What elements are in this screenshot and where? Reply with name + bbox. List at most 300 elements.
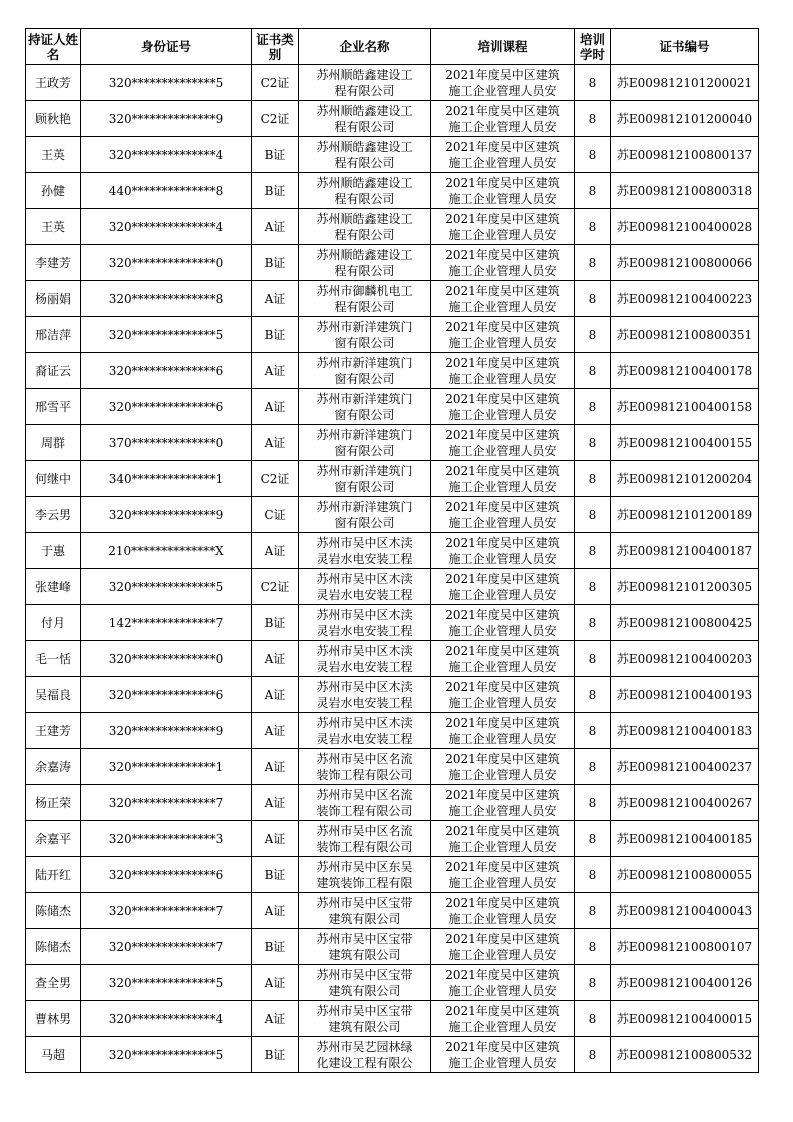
id-number-cell: 320**************4 [81,137,252,173]
table-row [26,389,759,425]
company-cell-line1: 苏州市吴中区木渎 [316,571,413,586]
company-cell-line1: 苏州市吴中区名流 [316,787,413,802]
company-cell-line1: 苏州顺皓鑫建设工 [316,67,413,82]
cert-number-cell: 苏E009812100400155 [611,425,759,461]
company-cell [299,209,431,245]
table-row [26,281,759,317]
course-cell-line2: 施工企业管理人员安 [448,623,557,638]
cert-number-cell: 苏E009812101200204 [611,461,759,497]
company-cell-line1: 苏州市新洋建筑门 [316,391,413,406]
table-row [26,857,759,893]
company-cell-line1: 苏州市吴中区木渎 [316,643,413,658]
company-cell [299,749,431,785]
course-cell-line2: 施工企业管理人员安 [448,119,557,134]
course-cell-line2: 施工企业管理人员安 [448,695,557,710]
certificate-table [25,28,759,1073]
holder-name-cell: 邢洁萍 [26,317,81,353]
table-row [26,821,759,857]
course-cell-line1: 2021年度吴中区建筑 [445,967,560,982]
course-cell [431,965,575,1001]
course-cell [431,821,575,857]
course-cell-line2: 施工企业管理人员安 [448,443,557,458]
company-cell-line1: 苏州顺皓鑫建设工 [316,211,413,226]
company-cell-line2: 灵岩水电安装工程 [316,731,413,746]
holder-name-cell: 邢雪平 [26,389,81,425]
hours-cell: 8 [575,929,611,965]
course-cell-line1: 2021年度吴中区建筑 [445,751,560,766]
company-cell [299,461,431,497]
header-cert-number: 证书编号 [611,29,759,65]
holder-name-cell: 李云男 [26,497,81,533]
course-cell [431,749,575,785]
course-cell-line1: 2021年度吴中区建筑 [445,499,560,514]
holder-name-cell: 查全男 [26,965,81,1001]
id-number-cell: 320**************9 [81,713,252,749]
course-cell [431,353,575,389]
course-cell-line1: 2021年度吴中区建筑 [445,427,560,442]
company-cell-line2: 窗有限公司 [334,371,395,386]
cert-type-cell: B证 [252,1037,299,1073]
company-cell-line2: 程有限公司 [334,227,395,242]
cert-type-cell: A证 [252,209,299,245]
header-company: 企业名称 [299,29,431,65]
id-number-cell: 320**************0 [81,641,252,677]
hours-cell: 8 [575,65,611,101]
course-cell-line1: 2021年度吴中区建筑 [445,175,560,190]
id-number-cell: 370**************0 [81,425,252,461]
cert-type-cell: C2证 [252,65,299,101]
cert-type-cell: A证 [252,353,299,389]
table-row [26,569,759,605]
table-row [26,245,759,281]
course-cell [431,65,575,101]
table-row [26,461,759,497]
cert-number-cell: 苏E009812100800425 [611,605,759,641]
company-cell [299,1001,431,1037]
course-cell-line1: 2021年度吴中区建筑 [445,283,560,298]
cert-number-cell: 苏E009812100400043 [611,893,759,929]
cert-number-cell: 苏E009812100800055 [611,857,759,893]
company-cell-line1: 苏州市吴中区木渎 [316,715,413,730]
hours-cell: 8 [575,173,611,209]
id-number-cell: 320**************5 [81,965,252,1001]
id-number-cell: 142**************7 [81,605,252,641]
course-cell [431,713,575,749]
hours-cell: 8 [575,245,611,281]
table-row [26,749,759,785]
table-row [26,317,759,353]
cert-type-cell: A证 [252,821,299,857]
company-cell-line1: 苏州市吴中区名流 [316,751,413,766]
table-row [26,137,759,173]
company-cell [299,101,431,137]
company-cell-line1: 苏州市新洋建筑门 [316,463,413,478]
hours-cell: 8 [575,1037,611,1073]
course-cell-line2: 施工企业管理人员安 [448,371,557,386]
company-cell [299,497,431,533]
id-number-cell: 320**************0 [81,245,252,281]
holder-name-cell: 马超 [26,1037,81,1073]
course-cell [431,425,575,461]
course-cell-line2: 施工企业管理人员安 [448,227,557,242]
id-number-cell: 440**************8 [81,173,252,209]
cert-number-cell: 苏E009812100400158 [611,389,759,425]
cert-number-cell: 苏E009812100400193 [611,677,759,713]
course-cell-line1: 2021年度吴中区建筑 [445,895,560,910]
company-cell-line1: 苏州顺皓鑫建设工 [316,175,413,190]
company-cell-line1: 苏州市吴中区名流 [316,823,413,838]
cert-number-cell: 苏E009812100400185 [611,821,759,857]
company-cell [299,425,431,461]
course-cell-line1: 2021年度吴中区建筑 [445,787,560,802]
course-cell [431,317,575,353]
company-cell [299,65,431,101]
course-cell [431,101,575,137]
course-cell [431,785,575,821]
holder-name-cell: 陆开红 [26,857,81,893]
cert-type-cell: C2证 [252,569,299,605]
cert-number-cell: 苏E009812100400203 [611,641,759,677]
table-row [26,785,759,821]
course-cell [431,1001,575,1037]
company-cell [299,965,431,1001]
company-cell-line2: 建筑有限公司 [328,911,401,926]
course-cell-line2: 施工企业管理人员安 [448,479,557,494]
cert-type-cell: B证 [252,929,299,965]
hours-cell: 8 [575,605,611,641]
course-cell [431,497,575,533]
cert-type-cell: A证 [252,533,299,569]
holder-name-cell: 陈储杰 [26,929,81,965]
cert-number-cell: 苏E009812100800066 [611,245,759,281]
company-cell-line1: 苏州市吴中区宝带 [316,931,413,946]
cert-number-cell: 苏E009812100400223 [611,281,759,317]
holder-name-cell: 李建芳 [26,245,81,281]
cert-number-cell: 苏E009812100400267 [611,785,759,821]
company-cell-line2: 建筑有限公司 [328,1019,401,1034]
company-cell [299,317,431,353]
course-cell [431,929,575,965]
holder-name-cell: 孙健 [26,173,81,209]
course-cell-line1: 2021年度吴中区建筑 [445,463,560,478]
header-id-number: 身份证号 [81,29,252,65]
id-number-cell: 320**************9 [81,497,252,533]
id-number-cell: 320**************3 [81,821,252,857]
course-cell-line2: 施工企业管理人员安 [448,731,557,746]
holder-name-cell: 杨丽娟 [26,281,81,317]
course-cell [431,857,575,893]
cert-number-cell: 苏E009812100400183 [611,713,759,749]
company-cell-line1: 苏州市新洋建筑门 [316,319,413,334]
company-cell-line2: 窗有限公司 [334,479,395,494]
table-row [26,965,759,1001]
course-cell [431,461,575,497]
id-number-cell: 340**************1 [81,461,252,497]
id-number-cell: 320**************8 [81,281,252,317]
company-cell-line1: 苏州市新洋建筑门 [316,355,413,370]
hours-cell: 8 [575,317,611,353]
cert-number-cell: 苏E009812100400126 [611,965,759,1001]
hours-cell: 8 [575,569,611,605]
company-cell-line1: 苏州市新洋建筑门 [316,499,413,514]
table-row [26,173,759,209]
company-cell-line2: 灵岩水电安装工程 [316,623,413,638]
course-cell-line2: 施工企业管理人员安 [448,947,557,962]
course-cell-line2: 施工企业管理人员安 [448,767,557,782]
cert-number-cell: 苏E009812101200021 [611,65,759,101]
course-cell-line1: 2021年度吴中区建筑 [445,67,560,82]
course-cell-line2: 施工企业管理人员安 [448,803,557,818]
course-cell-line1: 2021年度吴中区建筑 [445,859,560,874]
table-row [26,65,759,101]
hours-cell: 8 [575,497,611,533]
company-cell-line2: 灵岩水电安装工程 [316,551,413,566]
cert-number-cell: 苏E009812100800137 [611,137,759,173]
table-row [26,533,759,569]
company-cell-line2: 装饰工程有限公司 [316,839,413,854]
hours-cell: 8 [575,821,611,857]
company-cell [299,173,431,209]
hours-cell: 8 [575,677,611,713]
cert-type-cell: A证 [252,713,299,749]
course-cell-line2: 施工企业管理人员安 [448,1055,557,1070]
hours-cell: 8 [575,425,611,461]
cert-type-cell: B证 [252,605,299,641]
company-cell-line2: 程有限公司 [334,191,395,206]
cert-type-cell: A证 [252,785,299,821]
course-cell-line1: 2021年度吴中区建筑 [445,211,560,226]
company-cell-line2: 程有限公司 [334,83,395,98]
id-number-cell: 320**************1 [81,749,252,785]
company-cell-line2: 装饰工程有限公司 [316,767,413,782]
holder-name-cell: 吴福良 [26,677,81,713]
header-course: 培训课程 [431,29,575,65]
company-cell-line1: 苏州市吴中区宝带 [316,1003,413,1018]
course-cell [431,533,575,569]
hours-cell: 8 [575,641,611,677]
course-cell [431,605,575,641]
course-cell [431,173,575,209]
hours-cell: 8 [575,1001,611,1037]
header-hours: 培训学时 [575,29,611,65]
holder-name-cell: 余嘉平 [26,821,81,857]
holder-name-cell: 王英 [26,137,81,173]
table-row [26,425,759,461]
cert-number-cell: 苏E009812100400028 [611,209,759,245]
holder-name-cell: 何继中 [26,461,81,497]
company-cell-line2: 化建设工程有限公 [316,1055,413,1070]
company-cell-line2: 建筑有限公司 [328,947,401,962]
company-cell-line1: 苏州市吴艺园林绿 [316,1039,413,1054]
id-number-cell: 320**************6 [81,677,252,713]
table-row [26,893,759,929]
course-cell-line1: 2021年度吴中区建筑 [445,643,560,658]
company-cell [299,785,431,821]
id-number-cell: 320**************5 [81,569,252,605]
company-cell [299,569,431,605]
company-cell [299,389,431,425]
holder-name-cell: 周群 [26,425,81,461]
course-cell [431,281,575,317]
cert-type-cell: B证 [252,317,299,353]
cert-type-cell: A证 [252,677,299,713]
company-cell-line1: 苏州市吴中区东吴 [316,859,413,874]
course-cell-line2: 施工企业管理人员安 [448,335,557,350]
cert-type-cell: B证 [252,137,299,173]
course-cell [431,209,575,245]
course-cell [431,245,575,281]
company-cell-line1: 苏州顺皓鑫建设工 [316,247,413,262]
hours-cell: 8 [575,965,611,1001]
company-cell-line2: 窗有限公司 [334,407,395,422]
company-cell [299,857,431,893]
cert-number-cell: 苏E009812100800318 [611,173,759,209]
course-cell [431,641,575,677]
cert-type-cell: C2证 [252,461,299,497]
company-cell-line2: 灵岩水电安装工程 [316,659,413,674]
cert-number-cell: 苏E009812101200189 [611,497,759,533]
course-cell-line1: 2021年度吴中区建筑 [445,247,560,262]
cert-type-cell: A证 [252,893,299,929]
table-row [26,101,759,137]
course-cell-line2: 施工企业管理人员安 [448,191,557,206]
table-row [26,1001,759,1037]
id-number-cell: 320**************5 [81,65,252,101]
holder-name-cell: 余嘉涛 [26,749,81,785]
header-cert-type: 证书类别 [252,29,299,65]
company-cell-line1: 苏州顺皓鑫建设工 [316,139,413,154]
company-cell-line2: 程有限公司 [334,299,395,314]
course-cell-line1: 2021年度吴中区建筑 [445,391,560,406]
id-number-cell: 320**************7 [81,893,252,929]
cert-number-cell: 苏E009812101200040 [611,101,759,137]
hours-cell: 8 [575,137,611,173]
course-cell-line2: 施工企业管理人员安 [448,155,557,170]
course-cell [431,389,575,425]
hours-cell: 8 [575,281,611,317]
holder-name-cell: 于惠 [26,533,81,569]
cert-number-cell: 苏E009812100800107 [611,929,759,965]
hours-cell: 8 [575,101,611,137]
cert-number-cell: 苏E009812100800532 [611,1037,759,1073]
company-cell-line1: 苏州顺皓鑫建设工 [316,103,413,118]
id-number-cell: 320**************4 [81,1001,252,1037]
table-row [26,209,759,245]
table-row [26,713,759,749]
table-row [26,605,759,641]
hours-cell: 8 [575,389,611,425]
holder-name-cell: 陈储杰 [26,893,81,929]
course-cell-line1: 2021年度吴中区建筑 [445,715,560,730]
cert-type-cell: B证 [252,245,299,281]
course-cell-line2: 施工企业管理人员安 [448,587,557,602]
table-row [26,497,759,533]
company-cell [299,353,431,389]
company-cell-line2: 灵岩水电安装工程 [316,587,413,602]
company-cell-line1: 苏州市新洋建筑门 [316,427,413,442]
company-cell-line2: 建筑装饰工程有限 [316,875,413,890]
hours-cell: 8 [575,533,611,569]
id-number-cell: 320**************6 [81,857,252,893]
hours-cell: 8 [575,785,611,821]
course-cell-line1: 2021年度吴中区建筑 [445,679,560,694]
id-number-cell: 320**************5 [81,1037,252,1073]
company-cell-line2: 装饰工程有限公司 [316,803,413,818]
course-cell-line2: 施工企业管理人员安 [448,551,557,566]
table-row [26,641,759,677]
cert-type-cell: A证 [252,965,299,1001]
cert-type-cell: A证 [252,641,299,677]
company-cell [299,641,431,677]
course-cell-line2: 施工企业管理人员安 [448,515,557,530]
cert-type-cell: B证 [252,173,299,209]
course-cell-line1: 2021年度吴中区建筑 [445,823,560,838]
id-number-cell: 320**************9 [81,101,252,137]
course-cell [431,569,575,605]
holder-name-cell: 张建峰 [26,569,81,605]
course-cell-line2: 施工企业管理人员安 [448,407,557,422]
hours-cell: 8 [575,749,611,785]
course-cell-line1: 2021年度吴中区建筑 [445,1039,560,1054]
table-body [26,65,759,1073]
cert-number-cell: 苏E009812100400178 [611,353,759,389]
company-cell-line1: 苏州市吴中区木渎 [316,679,413,694]
company-cell [299,893,431,929]
course-cell-line2: 施工企业管理人员安 [448,263,557,278]
cert-type-cell: A证 [252,281,299,317]
id-number-cell: 320**************6 [81,389,252,425]
hours-cell: 8 [575,893,611,929]
company-cell [299,605,431,641]
course-cell-line1: 2021年度吴中区建筑 [445,931,560,946]
company-cell [299,281,431,317]
company-cell-line1: 苏州市吴中区宝带 [316,895,413,910]
cert-type-cell: A证 [252,425,299,461]
holder-name-cell: 王建芳 [26,713,81,749]
company-cell-line2: 窗有限公司 [334,443,395,458]
company-cell-line2: 窗有限公司 [334,335,395,350]
company-cell-line1: 苏州市御麟机电工 [316,283,413,298]
table-row [26,353,759,389]
cert-type-cell: B证 [252,857,299,893]
company-cell [299,533,431,569]
cert-type-cell: C2证 [252,101,299,137]
course-cell-line2: 施工企业管理人员安 [448,83,557,98]
company-cell-line2: 窗有限公司 [334,515,395,530]
holder-name-cell: 王政芳 [26,65,81,101]
course-cell [431,1037,575,1073]
table-row [26,1037,759,1073]
company-cell-line2: 程有限公司 [334,155,395,170]
course-cell [431,137,575,173]
cert-number-cell: 苏E009812100800351 [611,317,759,353]
header-holder-name: 持证人姓名 [26,29,81,65]
course-cell-line2: 施工企业管理人员安 [448,299,557,314]
holder-name-cell: 付月 [26,605,81,641]
course-cell-line2: 施工企业管理人员安 [448,983,557,998]
cert-number-cell: 苏E009812100400015 [611,1001,759,1037]
holder-name-cell: 顾秋艳 [26,101,81,137]
cert-type-cell: C证 [252,497,299,533]
company-cell-line2: 灵岩水电安装工程 [316,695,413,710]
company-cell-line1: 苏州市吴中区宝带 [316,967,413,982]
cert-number-cell: 苏E009812101200305 [611,569,759,605]
course-cell-line1: 2021年度吴中区建筑 [445,1003,560,1018]
course-cell-line2: 施工企业管理人员安 [448,875,557,890]
id-number-cell: 320**************7 [81,929,252,965]
company-cell [299,1037,431,1073]
course-cell-line2: 施工企业管理人员安 [448,1019,557,1034]
